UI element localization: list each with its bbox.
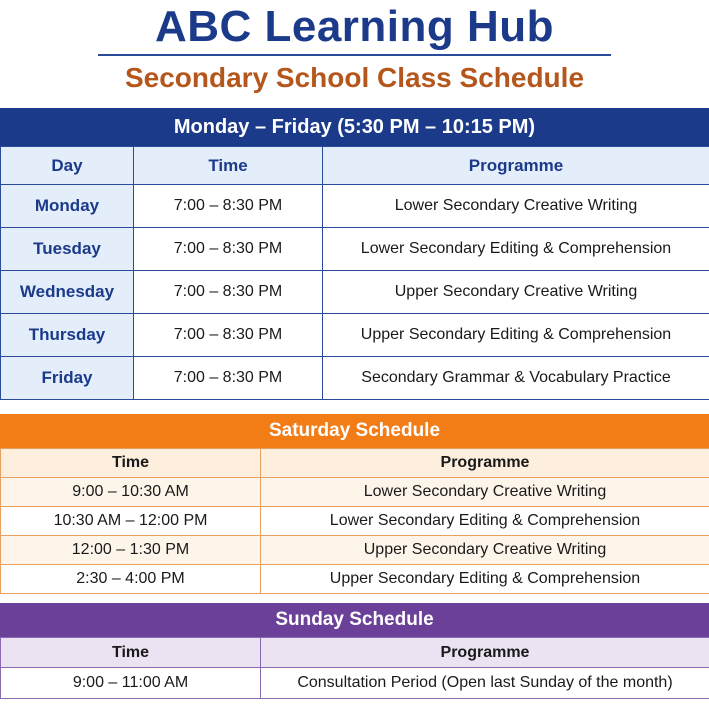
table-row [1,228,709,271]
column-header-day: Day [1,147,134,185]
saturday-schedule-table [0,448,709,594]
table-row [1,271,709,314]
table-row [1,478,709,507]
time-cell: 7:00 – 8:30 PM [134,314,323,357]
column-header-time: Time [134,147,323,185]
programme-cell: Upper Secondary Editing & Comprehension [261,565,709,594]
time-cell: 12:00 – 1:30 PM [1,536,261,565]
day-cell: Tuesday [1,228,134,271]
time-cell: 7:00 – 8:30 PM [134,271,323,314]
time-cell: 2:30 – 4:00 PM [1,565,261,594]
day-cell: Thursday [1,314,134,357]
time-cell: 9:00 – 10:30 AM [1,478,261,507]
time-cell: 9:00 – 11:00 AM [1,668,261,699]
time-cell: 10:30 AM – 12:00 PM [1,507,261,536]
page-title: ABC Learning Hub [154,2,555,51]
programme-cell: Consultation Period (Open last Sunday of the month) [261,668,709,699]
title-divider [98,54,611,56]
programme-cell: Upper Secondary Creative Writing [261,536,709,565]
page-subtitle: Secondary School Class Schedule [124,62,585,93]
time-cell: 7:00 – 8:30 PM [134,185,323,228]
table-row [1,536,709,565]
day-cell: Friday [1,357,134,400]
programme-cell: Lower Secondary Creative Writing [261,478,709,507]
table-header-row [1,147,709,185]
table-row [1,668,709,699]
table-row [1,357,709,400]
sunday-schedule-table [0,637,709,699]
column-header-programme: Programme [323,147,709,185]
sunday-section-header: Sunday Schedule [0,603,709,637]
table-row [1,185,709,228]
table-header-row [1,638,709,668]
column-header-programme: Programme [261,638,709,668]
programme-cell: Lower Secondary Editing & Comprehension [323,228,709,271]
time-cell: 7:00 – 8:30 PM [134,228,323,271]
table-row [1,507,709,536]
programme-cell: Upper Secondary Editing & Comprehension [323,314,709,357]
saturday-section-header: Saturday Schedule [0,414,709,448]
column-header-time: Time [1,638,261,668]
programme-cell: Upper Secondary Creative Writing [323,271,709,314]
column-header-programme: Programme [261,449,709,478]
weekday-section-header: Monday – Friday (5:30 PM – 10:15 PM) [0,108,709,146]
programme-cell: Lower Secondary Creative Writing [323,185,709,228]
time-cell: 7:00 – 8:30 PM [134,357,323,400]
weekday-schedule-table [0,146,709,400]
column-header-time: Time [1,449,261,478]
programme-cell: Secondary Grammar & Vocabulary Practice [323,357,709,400]
table-row [1,314,709,357]
programme-cell: Lower Secondary Editing & Comprehension [261,507,709,536]
day-cell: Monday [1,185,134,228]
table-header-row [1,449,709,478]
table-row [1,565,709,594]
day-cell: Wednesday [1,271,134,314]
